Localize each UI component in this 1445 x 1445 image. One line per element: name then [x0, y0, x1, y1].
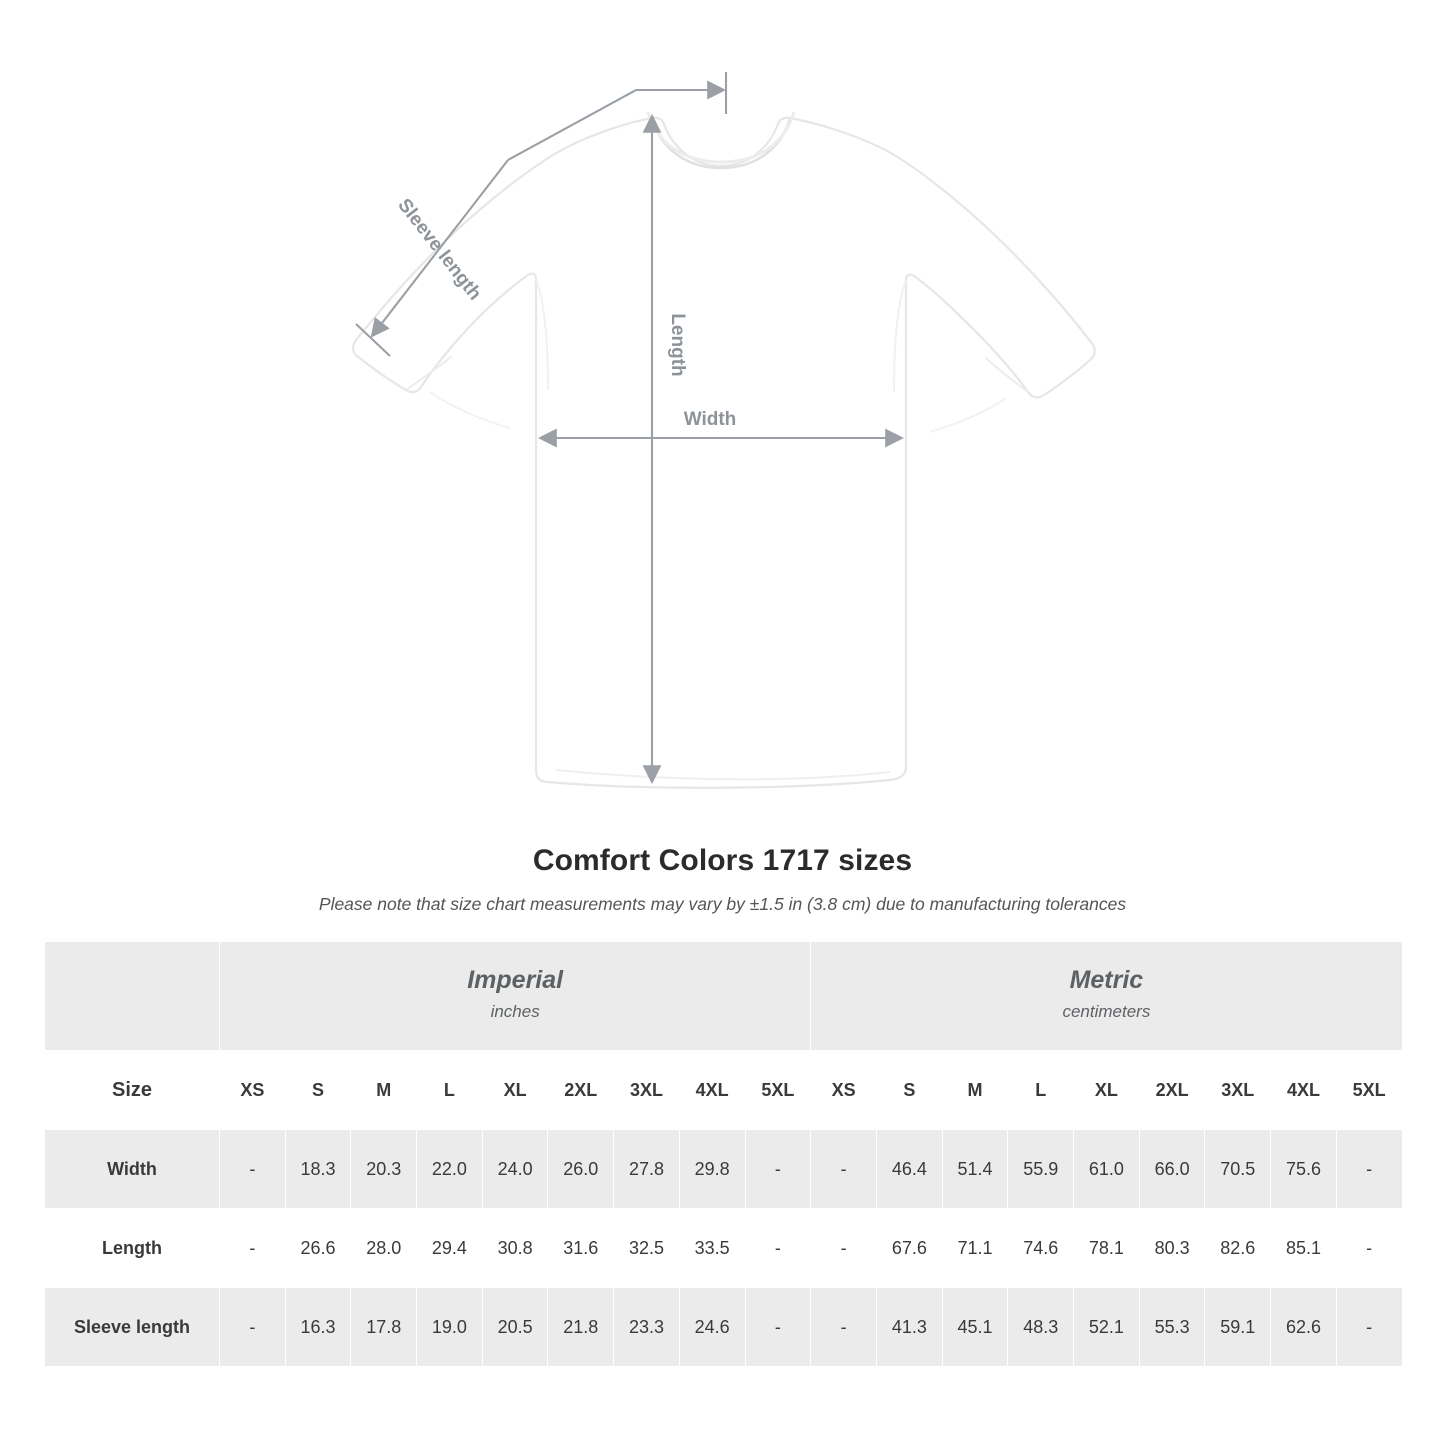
cell-value: - — [220, 1288, 286, 1367]
row-label-length: Length — [45, 1209, 220, 1288]
cell-value: 55.3 — [1139, 1288, 1205, 1367]
cell-value: 51.4 — [942, 1130, 1008, 1209]
cell-value: - — [811, 1130, 877, 1209]
cell-value: 30.8 — [482, 1209, 548, 1288]
size-table — [44, 941, 1403, 1367]
size-col-header: 4XL — [1271, 1051, 1337, 1130]
cell-value: - — [1336, 1130, 1402, 1209]
size-col-header: M — [942, 1051, 1008, 1130]
cell-value: - — [1336, 1288, 1402, 1367]
table-row — [45, 1288, 1403, 1367]
unit-header-spacer — [45, 942, 220, 1051]
unit-header-imperial — [220, 942, 811, 1051]
table-row — [45, 1209, 1403, 1288]
cell-value: 28.0 — [351, 1209, 417, 1288]
size-col-header: 3XL — [1205, 1051, 1271, 1130]
cell-value: 29.4 — [417, 1209, 483, 1288]
cell-value: 32.5 — [614, 1209, 680, 1288]
size-col-header: S — [877, 1051, 943, 1130]
cell-value: 20.5 — [482, 1288, 548, 1367]
cell-value: 48.3 — [1008, 1288, 1074, 1367]
cell-value: 18.3 — [285, 1130, 351, 1209]
cell-value: 27.8 — [614, 1130, 680, 1209]
title-block — [0, 844, 1445, 915]
cell-value: 29.8 — [679, 1130, 745, 1209]
size-col-header: XL — [482, 1051, 548, 1130]
length-label: Length — [667, 313, 688, 377]
cell-value: - — [745, 1130, 811, 1209]
size-col-header: 3XL — [614, 1051, 680, 1130]
cell-value: 67.6 — [877, 1209, 943, 1288]
size-col-header: M — [351, 1051, 417, 1130]
size-col-header: L — [1008, 1051, 1074, 1130]
cell-value: 31.6 — [548, 1209, 614, 1288]
cell-value: 46.4 — [877, 1130, 943, 1209]
tshirt-shape — [353, 112, 1095, 788]
page-title: Comfort Colors 1717 sizes — [532, 844, 913, 877]
cell-value: - — [220, 1130, 286, 1209]
row-label-sleeve-length: Sleeve length — [45, 1288, 220, 1367]
cell-value: 20.3 — [351, 1130, 417, 1209]
cell-value: 41.3 — [877, 1288, 943, 1367]
cell-value: 85.1 — [1271, 1209, 1337, 1288]
unit-header-row — [45, 942, 1403, 1051]
cell-value: 80.3 — [1139, 1209, 1205, 1288]
sleeve-length-label: Sleeve length — [393, 194, 486, 305]
size-col-header: 5XL — [745, 1051, 811, 1130]
cell-value: 24.6 — [679, 1288, 745, 1367]
unit-sub-imperial: inches — [490, 1002, 540, 1021]
cell-value: 66.0 — [1139, 1130, 1205, 1209]
unit-sub-metric: centimeters — [1062, 1002, 1151, 1021]
size-col-header: 5XL — [1336, 1051, 1402, 1130]
size-col-header: XL — [1074, 1051, 1140, 1130]
cell-value: 19.0 — [417, 1288, 483, 1367]
cell-value: 62.6 — [1271, 1288, 1337, 1367]
size-table-wrapper — [44, 941, 1401, 1367]
unit-name-imperial: Imperial — [467, 966, 564, 994]
cell-value: 26.6 — [285, 1209, 351, 1288]
cell-value: 16.3 — [285, 1288, 351, 1367]
cell-value: - — [220, 1209, 286, 1288]
cell-value: - — [811, 1288, 877, 1367]
width-label: Width — [683, 409, 737, 430]
size-col-header: XS — [220, 1051, 286, 1130]
cell-value: - — [745, 1288, 811, 1367]
row-label-width: Width — [45, 1130, 220, 1209]
size-col-header: 2XL — [1139, 1051, 1205, 1130]
size-header-row — [45, 1051, 1403, 1130]
cell-value: 45.1 — [942, 1288, 1008, 1367]
unit-name-metric: Metric — [1069, 966, 1144, 994]
cell-value: 21.8 — [548, 1288, 614, 1367]
cell-value: 82.6 — [1205, 1209, 1271, 1288]
cell-value: 22.0 — [417, 1130, 483, 1209]
cell-value: 33.5 — [679, 1209, 745, 1288]
unit-header-metric — [811, 942, 1402, 1051]
cell-value: 26.0 — [548, 1130, 614, 1209]
size-col-header: 4XL — [679, 1051, 745, 1130]
cell-value: - — [1336, 1209, 1402, 1288]
measurement-note: Please note that size chart measurements may vary by ±1.5 in (3.8 cm) due to manufacturing tolerances — [318, 894, 1127, 914]
cell-value: 52.1 — [1074, 1288, 1140, 1367]
size-col-header: 2XL — [548, 1051, 614, 1130]
size-col-header: XS — [811, 1051, 877, 1130]
size-col-header: S — [285, 1051, 351, 1130]
cell-value: 59.1 — [1205, 1288, 1271, 1367]
cell-value: - — [745, 1209, 811, 1288]
cell-value: 75.6 — [1271, 1130, 1337, 1209]
cell-value: 24.0 — [482, 1130, 548, 1209]
cell-value: - — [811, 1209, 877, 1288]
cell-value: 71.1 — [942, 1209, 1008, 1288]
cell-value: 74.6 — [1008, 1209, 1074, 1288]
size-label-cell: Size — [45, 1051, 220, 1130]
size-col-header: L — [417, 1051, 483, 1130]
cell-value: 70.5 — [1205, 1130, 1271, 1209]
cell-value: 78.1 — [1074, 1209, 1140, 1288]
cell-value: 23.3 — [614, 1288, 680, 1367]
cell-value: 61.0 — [1074, 1130, 1140, 1209]
table-row — [45, 1130, 1403, 1209]
cell-value: 55.9 — [1008, 1130, 1074, 1209]
cell-value: 17.8 — [351, 1288, 417, 1367]
